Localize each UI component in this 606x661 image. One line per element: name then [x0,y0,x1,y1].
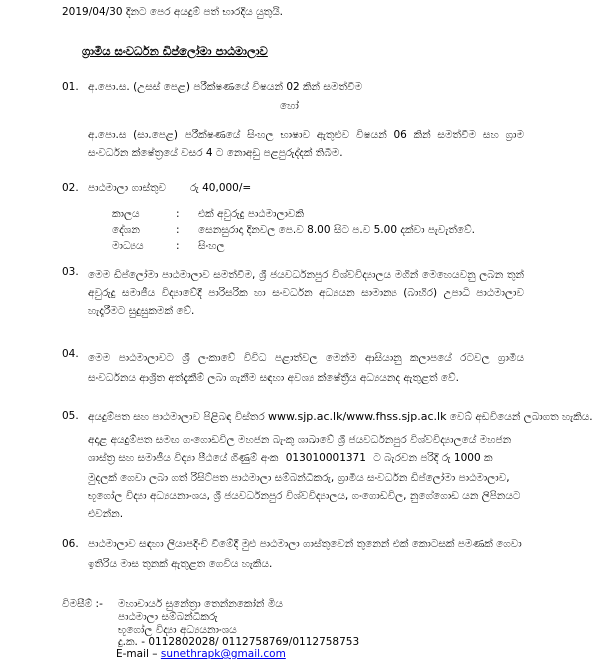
application-info-line [88,410,593,424]
item-number-1: 01. [62,81,79,93]
account-text-end: ට බැරවන පරිදි රු 1000 ක [373,452,493,464]
detail-value: සෙනසුරාදා දිනවල පෙ.ව 8.00 සිට ප.ව 5.00 දක්වා පැවැත්වේ. [198,224,475,236]
detail-label: මාධ්‍යය [112,240,144,252]
fee-value: රු 40,000/= [190,182,252,194]
email-label: E-mail – [116,648,158,660]
item-number-6: 06. [62,538,79,550]
deadline-note: 2019/04/30 දිනට පෙර අයදුම් පත් භාරදිය යුතුයි. [62,6,283,18]
contact-department: භූගෝල විද්‍යා අධ්‍යයනාංශය [118,624,237,636]
contact-label: විමසීම් :- [62,598,103,610]
receipt-line: මුදලක් ගෙවා ලබා ගත් රිසිට්පත පාඨමාලා සම්බන්ධීකරු, ග්‍රාමීය සංවර්ධන ඩිප්ලෝමා පාඨමාලාව, [88,472,510,484]
item-number-5: 05. [62,410,79,422]
installment-line-1: පාඨමාලාව සඳහා ලියාපදිංචි වීමේදී මුළු පාඨමාලා ගාස්තුවෙන් තුනෙන් එක් කොටසක් පමණක් ගෙවා [88,538,522,550]
fee-label: පාඨමාලා ගාස්තුව [88,182,167,194]
account-line [88,452,493,465]
eligibility-paragraph: මෙම ඩිප්ලෝමා පාඨමාලාව සමත්වීම, ශ්‍රී ජයවර්ධනපුර විශ්වවිද්‍යාලය මගින් මෙහෙයවනු ලබන තුන් අවුරුදු සමාජීය විද්‍යාවේදී පාරිසරික හා සංවර්ධන අධ්‍යයන සාමාන්‍ය (බාහිර) උපාධි පාඨමාලාව හැදෑරීමට සුදුසුකමක් වේ. [88,269,524,317]
application-info-end: වෙබ් අඩවියෙන් ලබාගත හැකිය. [449,411,593,423]
detail-label: කාලය [112,208,140,220]
detail-colon: : [176,224,180,236]
email-link[interactable]: sunethrapk@gmail.com [160,648,286,660]
detail-colon: : [176,208,180,220]
account-number: 013010001371 [285,452,366,464]
contact-name: මහාචාර්ය සුනේත්‍රා තෙන්නකෝන් මිය [118,598,283,610]
detail-colon: : [176,240,180,252]
item-number-3: 03. [62,266,79,278]
contact-phone: දු.ක. - 0112802028/ 0112758769/0112758753 [118,636,360,648]
item-number-4: 04. [62,348,79,360]
requirement-paragraph: අ.පො.ස (සා.පෙළ) පරීක්ෂණයේ සිංහල භාෂාව ඇතුළුව විෂයන් 06 කින් සමත්වීම සහ ග්‍රාම සංවර්ධන ක්ෂේත්‍රයේ වසර 4 ට නොඅඩු පළපුරුද්දක් තිබීම. [88,129,524,159]
payment-line: අදාළ අයදුම්පත සමඟ ගංගොඩවිල මහජන බැංකු ශාඛාවේ ශ්‍රී ජයවර්ධනපුර විශ්වවිද්‍යාලයේ මහජන [88,434,512,446]
field-study-paragraph: මෙම පාඨමාලාවට ශ්‍රී ලංකාවේ විවිධ පළාත්වල මෙන්ම ආසියානු කලාපයේ රටවල ග්‍රාමීය සංවර්ධනය ආශ්‍රිත අත්දැකීම් ලබා ගැනීම සඳහා අවශ්‍ය ක්ෂේත්‍රීය අධ්‍යයනද ඇතුළත් වේ. [88,352,524,384]
application-info-text: අයදුම්පත සහ පාඨමාලාව පිළිබඳ විස්තර [88,411,265,423]
detail-label: දේශන [112,224,140,236]
page-title: ග්‍රාමීය සංවර්ධන ඩිප්ලෝමා පාඨමාලාව [82,44,268,58]
or-separator: හෝ [280,100,299,112]
address-line: භූගෝල විද්‍යා අධ්‍යයනාංශය, ශ්‍රී ජයවර්ධනපුර විශ්වවිද්‍යාලය, ගංගොඩවිල, නුගේගොඩ යන ලිපිනයට [88,490,521,502]
send-line: එවන්න. [88,508,124,520]
requirement-line-1: අ.පො.ස. (උසස් පෙළ) පරීක්ෂණයේ විෂයන් 02 කින් සමත්වීම [88,81,363,93]
contact-role: පාඨමාලා සම්බන්ධීකරු [118,611,218,623]
detail-value: එක් අවුරුදු පාඨමාලාවකි [198,208,304,220]
installment-line-2: ඉතිරිය මාස තුනක් ඇතුළත ගෙවිය හැකිය. [88,558,273,570]
account-text: ශාස්ත්‍ර සහ සමාජීය විද්‍යා පීඨයේ ගිණුම් අංක [88,452,279,464]
contact-email-line [116,648,286,661]
item-number-2: 02. [62,182,79,194]
website-link[interactable]: www.sjp.ac.lk/www.fhss.sjp.ac.lk [268,410,447,423]
detail-value: සිංහල [198,240,225,252]
